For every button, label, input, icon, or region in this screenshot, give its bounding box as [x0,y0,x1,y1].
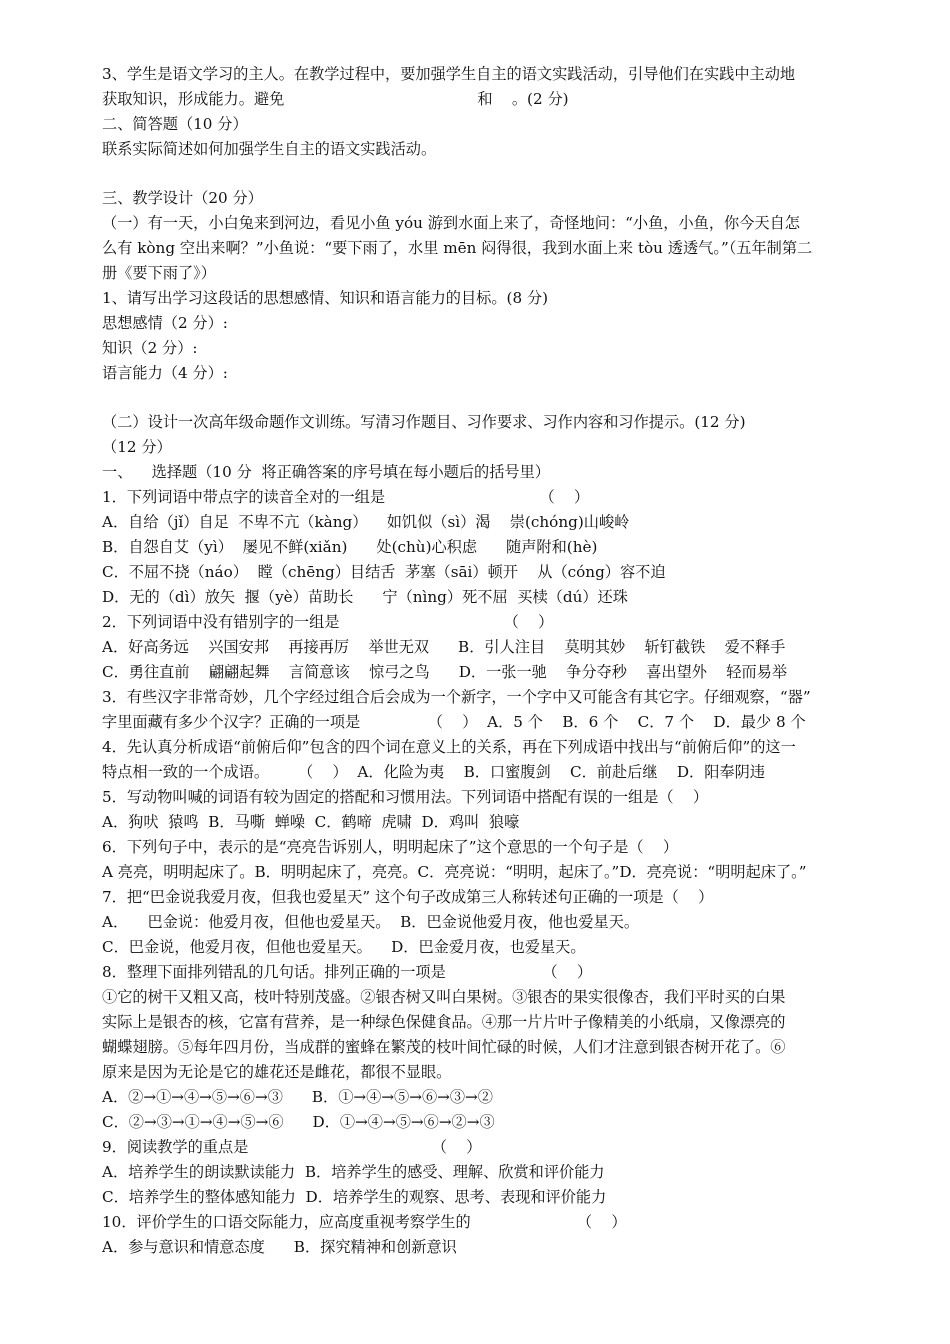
question-text: 8．整理下面排列错乱的几句话。排列正确的一项是 （ ） [102,963,593,981]
question-text: 3．有些汉字非常奇妙，几个字经过组合后会成为一个新字，一个字中又可能含有其它字。仔细观察，“器” [102,688,811,706]
question-text: 字里面藏有多少个汉字？正确的一项是 （ ） A．5 个 B．6 个 C．7 个 D．最少 8 个 [102,713,806,731]
section-heading: 三、教学设计（20 分） [102,189,263,207]
question-text: 2．下列词语中没有错别字的一组是 （ ） [102,613,554,631]
option-line: D．无的（dì）放矢 揠（yè）苗助长 宁（nìng）死不屈 买椟（dú）还珠 [102,588,628,606]
text-line: 3、学生是语文学习的主人。在教学过程中，要加强学生自主的语文实践活动，引导他们在实践中主动地 [102,65,796,83]
text-line: （12 分） [102,438,172,456]
option-line: C．勇往直前 翩翩起舞 言简意该 惊弓之鸟 D．一张一驰 争分夺秒 喜出望外 轻而易举 [102,663,788,681]
answer-label: 思想感情（2 分）: [102,314,228,332]
answer-label: 语言能力（4 分）: [102,364,228,382]
question-text: 1．下列词语中带点字的读音全对的一组是 （ ） [102,488,590,506]
question-text: 4．先认真分析成语“前俯后仰”包含的四个词在意义上的关系，再在下列成语中找出与“前俯后仰”的这一 [102,738,796,756]
option-line: A．自给（jǐ）自足 不卑不亢（kàng） 如饥似（sì）渴 崇(chóng)山峻岭 [102,513,630,531]
text-line: ①它的树干又粗又高，枝叶特别茂盛。②银杏树又叫白果树。③银杏的果实很像杏，我们平时买的白果 [102,988,786,1006]
option-line: A． 巴金说：他爱月夜，但他也爱星天。 B．巴金说他爱月夜，他也爱星天。 [102,913,640,931]
text-line: 联系实际简述如何加强学生自主的语文实践活动。 [102,140,437,158]
section-heading: 二、简答题（10 分） [102,115,248,133]
option-line: A 亮亮，明明起床了。B．明明起床了，亮亮。C．亮亮说：“明明，起床了。”D．亮亮说：“明明起床了。” [102,863,807,881]
option-line: B．自怨自艾（yì） 屡见不鲜(xiǎn) 处(chù)心积虑 随声附和(hè) [102,538,598,556]
option-line: C．②→③→①→④→⑤→⑥ D．①→④→⑤→⑥→②→③ [102,1113,495,1131]
text-line: 获取知识，形成能力。避免 和 。(2 分) [102,90,569,108]
question-text: 特点相一致的一个成语。 （ ） A．化险为夷 B．口蜜腹剑 C．前赴后继 D．阳奉阴违 [102,763,765,781]
question-text: 10．评价学生的口语交际能力，应高度重视考察学生的 （ ） [102,1213,627,1231]
text-line: 册《要下雨了》） [102,264,216,282]
text-line: 么有 kòng 空出来啊？”小鱼说：“要下雨了，水里 mēn 闷得很，我到水面上来 tòu 透透气。”（五年制第二 [102,239,813,257]
option-line: A．培养学生的朗读默读能力 B．培养学生的感受、理解、欣赏和评价能力 [102,1163,605,1181]
option-line: A．②→①→④→⑤→⑥→③ B．①→④→⑤→⑥→③→② [102,1088,493,1106]
text-line: 实际上是银杏的核，它富有营养，是一种绿色保健食品。④那一片片叶子像精美的小纸扇，又像漂亮的 [102,1013,786,1031]
option-line: C．不屈不挠（náo） 瞠（chēng）目结舌 茅塞（sāi）顿开 从（cóng）容不迫 [102,563,666,581]
option-line: A．狗吠 猿鸣 B．马嘶 蝉噪 C．鹤啼 虎啸 D．鸡叫 狼嚎 [102,813,520,831]
option-line: A．好高务远 兴国安邦 再接再厉 举世无双 B．引人注目 莫明其妙 斩钉截铁 爱不释手 [102,638,786,656]
question-text: 7．把“巴金说我爱月夜，但我也爱星天” 这个句子改成第三人称转述句正确的一项是（ ） [102,888,714,906]
answer-label: 知识（2 分）: [102,339,198,357]
question-text: 6．下列句子中，表示的是“亮亮告诉别人，明明起床了”这个意思的一个句子是（ ） [102,838,679,856]
text-line: （一）有一天，小白兔来到河边，看见小鱼 yóu 游到水面上来了，奇怪地问：“小鱼，小鱼，你今天自怎 [102,214,800,232]
question-text: （二）设计一次高年级命题作文训练。写清习作题目、习作要求、习作内容和习作提示。(12 分) [102,413,746,431]
option-line: C．培养学生的整体感知能力 D．培养学生的观察、思考、表现和评价能力 [102,1188,607,1206]
question-text: 5．写动物叫喊的词语有较为固定的搭配和习惯用法。下列词语中搭配有误的一组是（ ） [102,788,709,806]
question-text: 9．阅读教学的重点是 （ ） [102,1138,482,1156]
option-line: C．巴金说，他爱月夜，但他也爱星天。 D．巴金爱月夜，也爱星天。 [102,938,586,956]
option-line: A．参与意识和情意态度 B．探究精神和创新意识 [102,1238,457,1256]
question-text: 1、请写出学习这段话的思想感情、知识和语言能力的目标。(8 分) [102,289,549,307]
text-line: 蝴蝶翅膀。⑤每年四月份，当成群的蜜蜂在繁茂的枝叶间忙碌的时候，人们才注意到银杏树开花了。⑥ [102,1038,786,1056]
text-line: 原来是因为无论是它的雄花还是雌花，都很不显眼。 [102,1063,452,1081]
section-heading: 一、 选择题（10 分 将正确答案的序号填在每小题后的括号里） [102,463,550,481]
